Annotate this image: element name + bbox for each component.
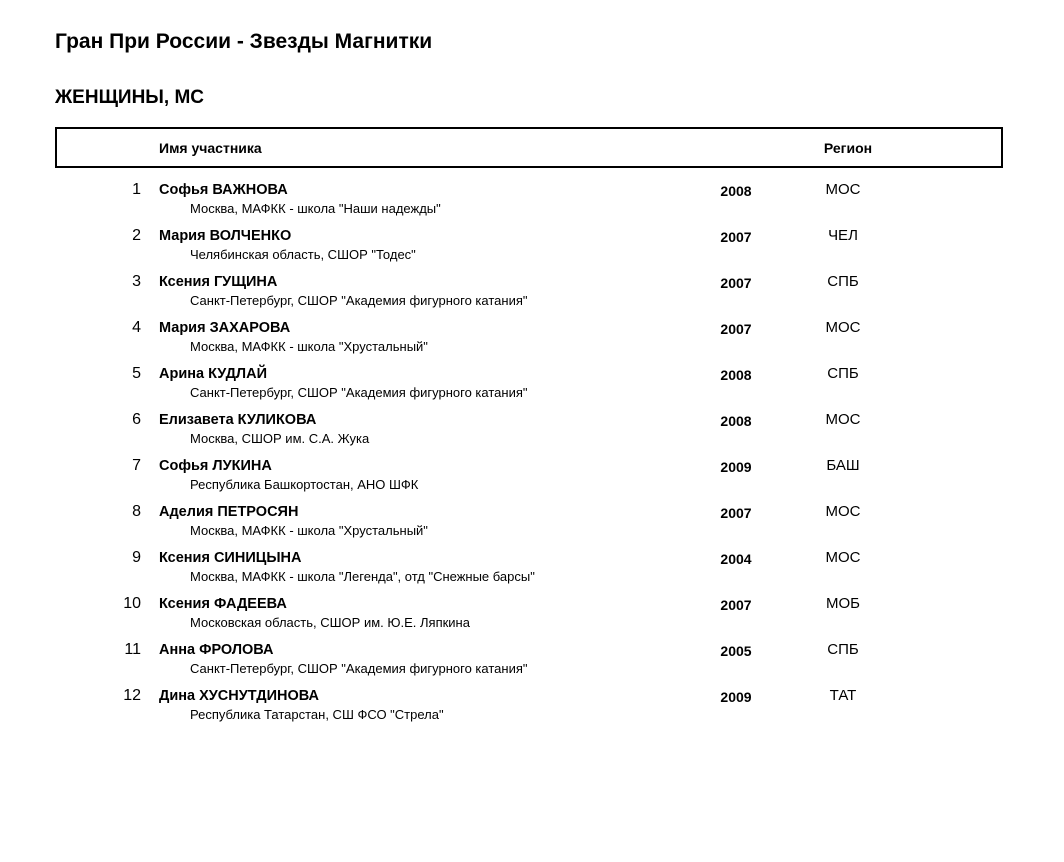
participant-club: Москва, МАФКК - школа "Наши надежды"	[190, 201, 441, 216]
participant-name: Мария ВОЛЧЕНКО	[159, 228, 292, 244]
category-title: ЖЕНЩИНЫ, МС	[55, 87, 205, 108]
participant-name: Дина ХУСНУТДИНОВА	[159, 688, 319, 704]
participant-name: Анна ФРОЛОВА	[159, 642, 274, 658]
participant-year: 2007	[720, 321, 752, 337]
participant-number: 11	[124, 641, 141, 658]
participant-name: Елизавета КУЛИКОВА	[159, 412, 317, 428]
participant-name: Софья ЛУКИНА	[159, 458, 272, 474]
participant-region: МОС	[825, 319, 861, 336]
participant-region: МОБ	[825, 595, 860, 612]
participant-club: Москва, МАФКК - школа "Хрустальный"	[190, 339, 428, 354]
participant-row	[0, 362, 1064, 408]
participant-number: 1	[132, 181, 141, 198]
participant-region: БАШ	[826, 457, 860, 474]
participant-name: Мария ЗАХАРОВА	[159, 320, 291, 336]
participant-region: МОС	[825, 503, 861, 520]
participant-row	[0, 408, 1064, 454]
participant-row	[0, 638, 1064, 684]
participant-number: 7	[132, 457, 141, 474]
participant-row	[0, 316, 1064, 362]
participant-name: Софья ВАЖНОВА	[159, 182, 288, 198]
participant-year: 2007	[720, 597, 752, 613]
participant-row	[0, 178, 1064, 224]
table-header	[55, 127, 1003, 168]
participant-club: Санкт-Петербург, СШОР "Академия фигурного катания"	[190, 661, 528, 676]
participant-year: 2007	[720, 505, 752, 521]
header-name-label: Имя участника	[159, 140, 262, 156]
participant-list	[0, 178, 1064, 730]
participant-number: 3	[132, 273, 141, 290]
participant-region: ТАТ	[829, 687, 857, 704]
participant-club: Москва, СШОР им. С.А. Жука	[190, 431, 370, 446]
participant-club: Москва, МАФКК - школа "Легенда", отд "Снежные барсы"	[190, 569, 535, 584]
participant-region: СПБ	[827, 273, 859, 290]
participant-year: 2005	[720, 643, 752, 659]
participant-club: Санкт-Петербург, СШОР "Академия фигурного катания"	[190, 293, 528, 308]
participant-year: 2008	[720, 413, 752, 429]
participant-club: Республика Башкортостан, АНО ШФК	[190, 477, 419, 492]
participant-name: Ксения СИНИЦЫНА	[159, 550, 302, 566]
participant-row	[0, 592, 1064, 638]
participant-number: 5	[132, 365, 141, 382]
participant-number: 8	[132, 503, 141, 520]
participant-year: 2009	[720, 459, 752, 475]
participant-number: 2	[132, 227, 141, 244]
participant-region: МОС	[825, 549, 861, 566]
participant-club: Челябинская область, СШОР "Тодес"	[190, 247, 416, 262]
participant-row	[0, 224, 1064, 270]
participant-club: Республика Татарстан, СШ ФСО "Стрела"	[190, 707, 444, 722]
participant-club: Москва, МАФКК - школа "Хрустальный"	[190, 523, 428, 538]
participant-year: 2007	[720, 275, 752, 291]
participant-row	[0, 684, 1064, 730]
page-title: Гран При России - Звезды Магнитки	[55, 30, 433, 53]
participant-region: СПБ	[827, 641, 859, 658]
participant-region: ЧЕЛ	[828, 227, 858, 244]
participant-year: 2004	[720, 551, 752, 567]
participant-year: 2009	[720, 689, 752, 705]
participant-region: МОС	[825, 411, 861, 428]
participant-name: Ксения ГУЩИНА	[159, 274, 278, 290]
participant-year: 2008	[720, 367, 752, 383]
participant-name: Арина КУДЛАЙ	[159, 366, 267, 382]
participant-row	[0, 454, 1064, 500]
participant-number: 10	[123, 595, 141, 612]
participant-number: 4	[132, 319, 141, 336]
participant-year: 2007	[720, 229, 752, 245]
participant-club: Санкт-Петербург, СШОР "Академия фигурного катания"	[190, 385, 528, 400]
participant-club: Московская область, СШОР им. Ю.Е. Ляпкина	[190, 615, 470, 630]
participant-row	[0, 500, 1064, 546]
participant-row	[0, 270, 1064, 316]
header-region-label: Регион	[823, 140, 873, 156]
participant-number: 6	[132, 411, 141, 428]
participant-row	[0, 546, 1064, 592]
participant-number: 12	[123, 687, 141, 704]
participant-number: 9	[132, 549, 141, 566]
participant-name: Ксения ФАДЕЕВА	[159, 596, 287, 612]
participant-region: МОС	[825, 181, 861, 198]
participant-year: 2008	[720, 183, 752, 199]
participant-region: СПБ	[827, 365, 859, 382]
participant-name: Аделия ПЕТРОСЯН	[159, 504, 299, 520]
